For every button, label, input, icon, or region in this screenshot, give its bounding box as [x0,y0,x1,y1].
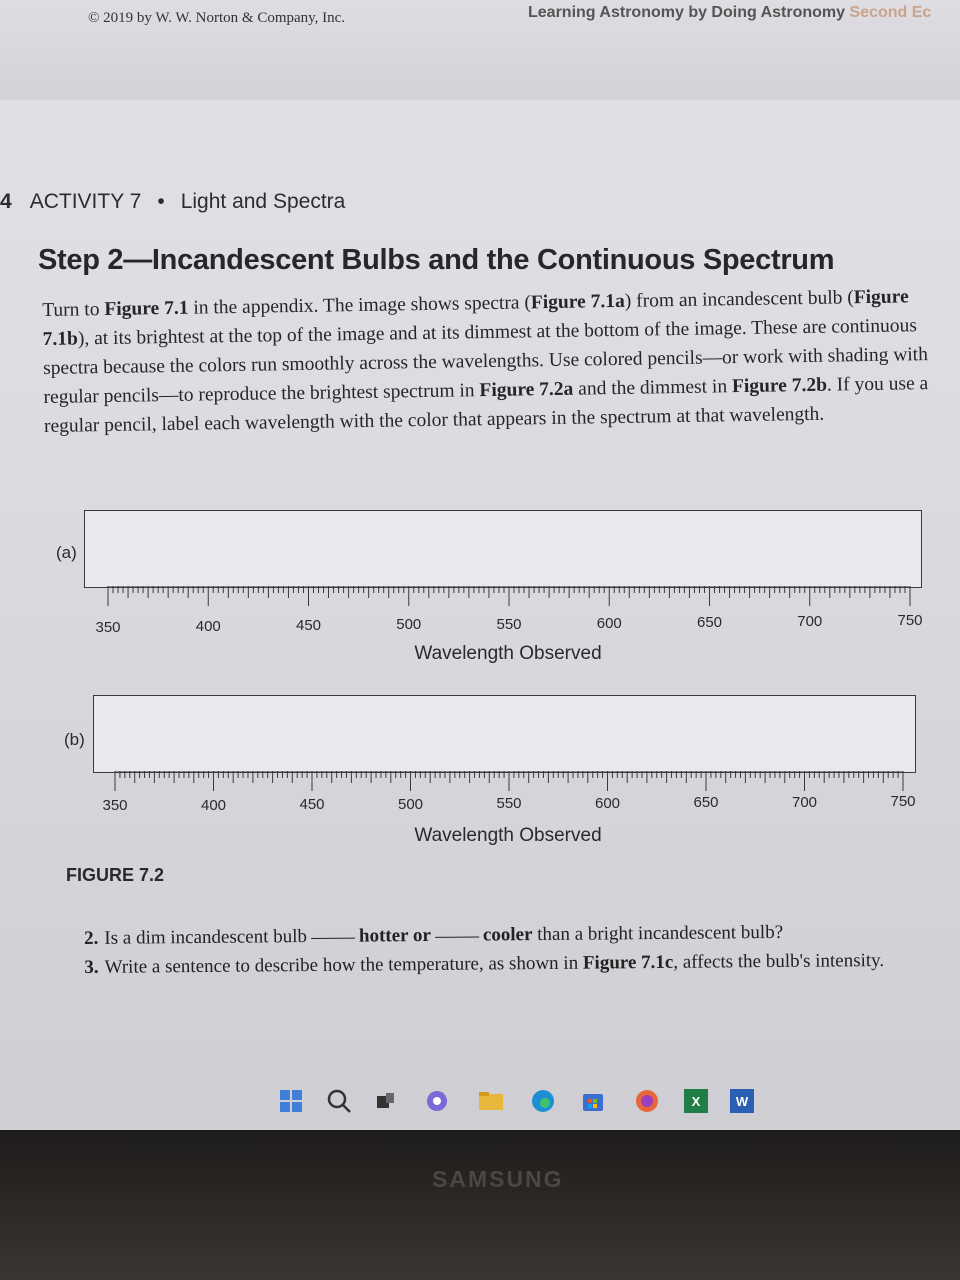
figure-ref: Figure 7.1b [42,286,909,350]
tick-label: 400 [200,796,227,814]
figure-ref: Figure 7.1 [104,297,189,321]
book-title-main: Learning Astronomy by Doing Astronomy [528,4,846,21]
page-header [0,0,960,100]
figure-ref: Figure 7.2b [731,374,828,398]
tick-label: 350 [102,797,128,814]
monitor-brand-logo: SAMSUNG [432,1166,564,1192]
tick-label: 600 [594,794,621,812]
book-title [528,4,931,22]
task-view-icon[interactable] [370,1086,400,1116]
edge-icon[interactable] [528,1086,558,1116]
monitor-bezel [0,1130,960,1280]
activity-topic: Light and Spectra [180,190,346,213]
tick-label: 450 [299,796,325,813]
step-title: Step 2—Incandescent Bulbs and the Continuous Spectrum [38,244,835,276]
axis-title-b: Wavelength Observed [414,825,602,846]
tick-label: 700 [797,612,823,630]
store-icon[interactable] [578,1086,608,1116]
word-icon[interactable]: W [730,1089,754,1113]
figure-ref: Figure 7.1c [582,951,674,974]
activity-label: ACTIVITY 7 [29,190,142,213]
windows-start-icon[interactable] [276,1086,306,1116]
tick-label: 650 [696,613,723,631]
tick-label: 550 [496,795,522,812]
tick-label: 550 [496,615,522,633]
tick-label: 700 [791,793,818,811]
taskbar [270,1086,770,1126]
copyright-text: © 2019 by W. W. Norton & Company, Inc. [88,10,346,26]
panel-a-label: (a) [56,543,77,562]
figure-caption: FIGURE 7.2 [66,865,165,885]
answer-blank-cooler[interactable] [435,937,479,938]
firefox-icon[interactable] [632,1086,662,1116]
separator-dot: • [157,190,165,213]
tick-label: 500 [396,616,422,634]
figure-ref: Figure 7.1a [530,290,625,314]
book-title-edition: Second Ec [849,4,932,21]
questions [84,917,934,982]
question-2: 2. Is a dim incandescent bulb hotter or cooler than a bright incandescent bulb? [84,921,784,949]
spectrum-box-a[interactable] [84,510,922,588]
tick-label: 600 [596,614,622,632]
tick-label: 650 [693,794,719,811]
question-3: 3. Write a sentence to describe how the temperature, as shown in Figure 7.1c, affects the bulb's intensity. [84,950,885,978]
tick-label: 750 [890,793,916,810]
figure-ref: Figure 7.2a [479,378,574,402]
answer-blank-hotter[interactable] [311,938,355,939]
page-number: 4 [0,190,12,213]
spectrum-box-b[interactable] [93,695,916,773]
instructions-paragraph: Turn to Figure 7.1 in the appendix. The image shows spectra (Figure 7.1a) from an incandescent bulb (Figure 7.1b), at its brightest at the top of the image and at its dimmest at the bottom of the image. These are continuous spectra because the colors run smoothly across the wavelengths. Use colored pencils—or work with shading with regular pencils—to reproduce the brightest spectrum in Figure 7.2a and the dimmest in Figure 7.2b. If you use a regular pencil, label each wavelength with the color that appears in the spectrum at that wavelength. [42,286,929,437]
tick-label: 750 [897,612,923,629]
tick-label: 350 [95,619,121,636]
tick-ruler-a [0,586,960,616]
axis-title-a: Wavelength Observed [414,643,602,664]
file-explorer-icon[interactable] [476,1086,506,1116]
tick-label: 500 [397,795,424,813]
search-icon[interactable] [324,1086,354,1116]
chat-icon[interactable] [422,1086,452,1116]
tick-label: 450 [295,617,322,635]
activity-header [0,190,345,214]
panel-b-label: (b) [64,730,85,749]
tick-label: 400 [195,618,221,636]
excel-icon[interactable]: X [684,1089,708,1113]
